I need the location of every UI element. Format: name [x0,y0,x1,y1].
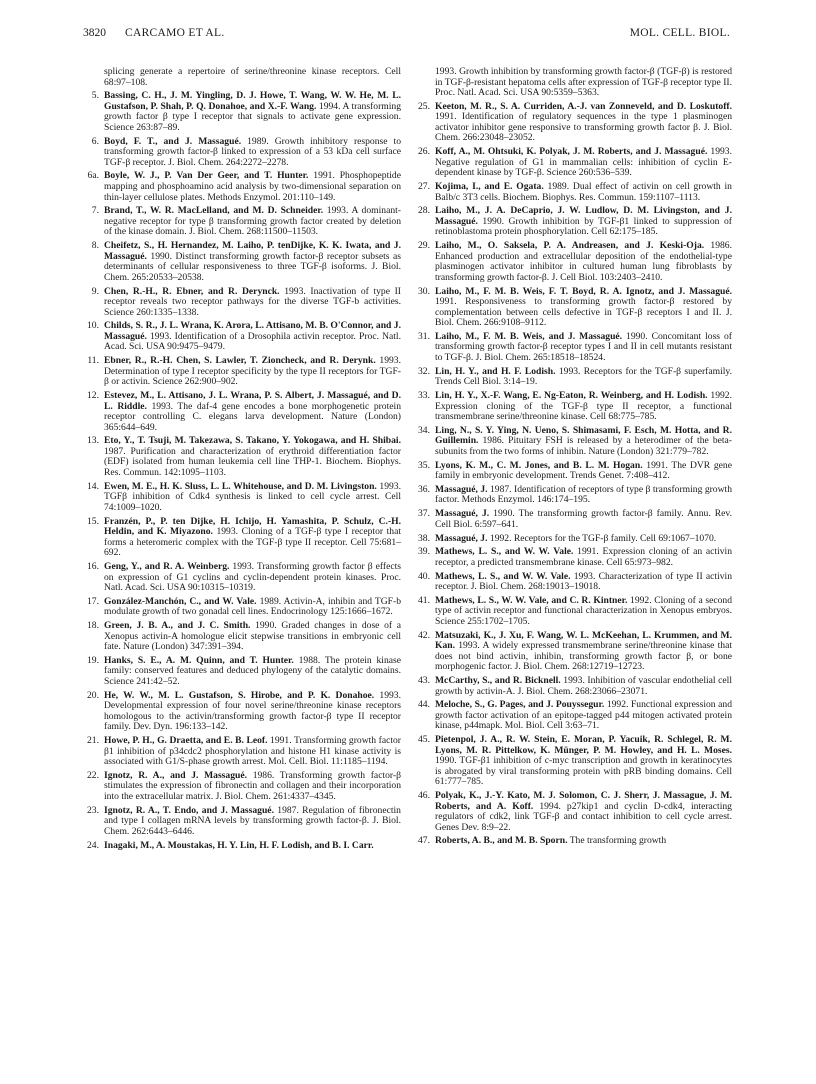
reference-text: 1991. The DVR gene family in embryonic development. Trends Genet. 7:408–412. [435,459,732,482]
reference-text: 1987. Regulation of fibronectin and type I collagen mRNA levels by transforming growth factor-β. J. Biol. Chem. 262:6443–6446. [104,804,401,837]
reference-number: 9. [91,285,99,297]
reference-number: 43. [418,675,430,686]
reference-text: 1993. Cloning of a TGF-β type I receptor that forms a heteromeric complex with the TGF-β type II receptor. Cell 75:681–692. [104,526,401,559]
reference-entry [415,147,732,179]
reference-entry [415,596,732,628]
reference-authors: Eto, Y., T. Tsuji, M. Takezawa, S. Takano, Y. Yokogawa, and H. Shibai. [104,435,401,447]
reference-entry [84,171,401,203]
reference-authors: Chen, R.-H., R. Ebner, and R. Derynck. [104,285,280,297]
reference-text: 1988. The protein kinase family: conserved features and deduced phylogeny of the catalytic domains. Science 241:42–52. [104,654,401,687]
reference-text: 1991. Identification of regulatory sequences in the type 1 plasminogen activator inhibitor gene responsive to transforming growth factor β. J. Biol. Chem. 266:23048–23052. [435,111,732,144]
running-head: CARCAMO ET AL. [125,27,225,39]
reference-text: 1989. Activin-A, inhibin and TGF-b modulate growth of two gonadal cell lines. Endocrinology 125:1666–1672. [104,595,402,618]
reference-text: 1993. TGFβ inhibition of Cdk4 synthesis is linked to cell cycle arrest. Cell 74:1009–1020. [104,480,401,513]
reference-authors: Massagué, J. [435,483,488,495]
reference-authors: Laiho, M., F. M. B. Weis, F. T. Boyd, R. A. Ignotz, and J. Massagué. [435,285,732,297]
reference-entry [84,806,401,838]
reference-text: 1990. Graded changes in dose of a Xenopus activin-A homologue elicit stepwise transitions in embryonic cell fate. Nature (London) 347:391–394. [104,620,401,653]
reference-entry [415,241,732,283]
reference-authors: Cheifetz, S., H. Hernandez, M. Laiho, P. tenDijke, K. K. Iwata, and J. Massagué. [104,240,401,262]
reference-authors: Massagué, J. [435,508,490,520]
reference-authors: Massagué, J. [435,532,488,544]
reference-text: 1991. Transforming growth factor β1 inhibition of p34cdc2 phosphorylation and histone H1 kinase activity is associated with G1/S-phase growth arrest. Mol. Cell. Biol. 11:1185–1194. [104,735,402,768]
reference-number: 8. [91,240,99,252]
reference-text: 1990. Concomitant loss of transforming growth factor-β receptor types I and II in cell mutants resistant to TGF-β. J. Biol. Chem. 265:18518–18524. [435,330,732,363]
reference-entry [84,137,401,169]
reference-entry [415,485,732,506]
reference-number: 33. [418,390,430,401]
reference-number: 16. [87,560,99,572]
reference-number: 38. [418,532,430,544]
references-left-column [84,67,401,854]
reference-number: 25. [418,100,430,112]
page-header [0,27,816,47]
reference-entry [84,841,401,852]
reference-entry [415,547,732,568]
reference-entry [84,391,401,433]
references-right-column [415,67,732,850]
reference-authors: Inagaki, M., A. Moustakas, H. Y. Lin, H. F. Lodish, and B. I. Carr. [104,839,374,851]
reference-number: 17. [87,595,99,607]
reference-entry [84,91,401,133]
reference-number: 22. [87,769,99,781]
reference-number: 30. [418,285,430,297]
reference-text: 1989. Dual effect of activin on cell growth in Balb/c 3T3 cells. Biochem. Biophys. Res. Commun. 159:1107–1113. [435,181,732,203]
reference-entry [415,332,732,364]
reference-authors: Laiho, M., J. A. DeCaprio, J. W. Ludlow, D. M. Livingston, and J. Massagué. [435,205,732,227]
reference-authors: Hanks, S. E., A. M. Quinn, and T. Hunter. [104,654,294,666]
reference-authors: Matsuzaki, K., J. Xu, F. Wang, W. L. McKeehan, L. Krummen, and M. Kan. [435,629,732,652]
reference-text: 1993. Inactivation of type II receptor reveals two receptor pathways for the diverse TGF-b activities. Science 260:1335–1338. [104,285,401,318]
reference-authors: Laiho, M., O. Saksela, P. A. Andreasen, and J. Keski-Oja. [435,240,705,252]
reference-entry [415,676,732,697]
reference-authors: McCarthy, S., and R. Bicknell. [435,675,561,686]
reference-number: 40. [418,570,430,582]
reference-authors: Keeton, M. R., S. A. Curriden, A.-J. van Zonneveld, and D. Loskutoff. [435,100,732,112]
reference-number: 47. [418,835,430,847]
reference-entry [84,321,401,353]
reference-text: 1993. Inhibition of vascular endothelial cell growth by activin-A. J. Biol. Chem. 268:23066–23071. [435,675,732,697]
reference-number: 46. [418,790,430,802]
reference-entry [84,206,401,238]
reference-entry [84,562,401,594]
reference-number: 5. [91,90,99,102]
reference-entry [415,287,732,329]
reference-authors: Lin, H. Y., X.-F. Wang, E. Ng-Eaton, R. Weinberg, and H. Lodish. [435,390,708,401]
reference-text: 1993. Negative regulation of G1 in mammalian cells: inhibition of cyclin E-dependent kinase by TGF-β. Science 260:536–539. [435,146,732,179]
reference-authors: Ling, N., S. Y. Ying, N. Ueno, S. Shimasami, F. Esch, M. Hotta, and R. Guillemin. [435,424,732,447]
reference-entry [415,735,732,788]
reference-text: 1993. A widely expressed transmembrane serine/threonine kinase that does not bind activin, inhibin, transforming growth factor β, or bone morphogenic factor. J. Biol. Chem. 268:12719–12723. [435,640,732,673]
reference-number: 15. [87,515,99,527]
reference-authors: Ignotz, R. A., T. Endo, and J. Massagué. [104,804,274,816]
reference-entry [415,426,732,458]
reference-entry [84,67,401,88]
reference-number: 6. [91,135,99,147]
reference-text: 1994. A transforming growth factor β type I receptor that signals to activate gene expression. Science 263:87–89. [104,100,401,133]
reference-number: 44. [418,699,430,711]
reference-text: 1993. Identification of a Drosophila activin receptor. Proc. Natl. Acad. Sci. USA 90:9475–9479. [104,330,401,353]
reference-authors: Lyons, K. M., C. M. Jones, and B. L. M. Hogan. [435,459,643,471]
reference-entry [84,621,401,653]
reference-entry [84,482,401,514]
reference-entry [415,367,732,388]
reference-number: 19. [87,654,99,666]
reference-text: 1990. TGF-β1 inhibition of c-myc transcription and growth in keratinocytes is abrogated by viral transforming protein with pRB binding domains. Cell 61:777–785. [435,755,732,788]
reference-text: 1993. Transforming growth factor β effects on expression of G1 cyclins and cyclin-dependent protein kinases. Proc. Natl. Acad. Sci. USA 90:10315–10319. [104,560,401,594]
reference-authors: González-Manchón, C., and W. Vale. [104,595,257,607]
reference-text: 1990. Distinct transforming growth factor-β receptor subsets as determinants of cellular responsiveness to three TGF-β isoforms. J. Biol. Chem. 265:20533–20538. [104,250,401,283]
reference-number: 45. [418,734,430,746]
reference-number: 32. [418,365,430,377]
reference-text: 1991. Phosphopeptide mapping and phosphoamino acid analysis by two-dimensional separation on thin-layer cellulose plates. Methods Enzymol. 201:110–149. [104,170,401,203]
reference-text: The transforming growth [567,835,667,847]
reference-text: 1993. The daf-4 gene encodes a bone morphogenetic protein receptor controlling C. elegans larva development. Nature (London) 365:644–649. [104,400,401,433]
reference-text: 1990. The transforming growth factor-β family. Annu. Rev. Cell Biol. 6:597–641. [435,508,732,530]
reference-text: 1994. p27kip1 and cyclin D-cdk4, interacting regulators of cdk2, link TGF-β and contact inhibition to cell cycle arrest. Genes Dev. 8:9–22. [435,800,732,833]
reference-number: 31. [418,330,430,342]
reference-text: 1993. Determination of type I receptor specificity by the type II receptors for TGF-β or activin. Science 262:900–902. [104,355,402,388]
reference-entry [415,102,732,144]
reference-number: 21. [87,735,99,747]
reference-authors: Geng, Y., and R. A. Weinberg. [104,560,230,572]
reference-entry [84,691,401,733]
reference-entry [415,836,732,847]
reference-entry [415,182,732,203]
reference-entry [415,700,732,732]
reference-number: 6a. [87,170,99,182]
reference-number: 42. [418,629,430,641]
reference-authors: Bassing, C. H., J. M. Yingling, D. J. Howe, T. Wang, W. W. He, M. L. Gustafson, P. Shah, P. Q. Donahoe, and X.-F. Wang. [104,90,401,112]
reference-number: 13. [87,435,99,447]
reference-text: 1987. Purification and characterization of erythroid differentiation factor (EDF) isolated from human leukemia cell line THP-1. Biochem. Biophys. Res. Commun. 142:1095–1103. [104,445,401,479]
reference-entry [84,517,401,559]
reference-authors: He, W. W., M. L. Gustafson, S. Hirobe, and P. K. Donahoe. [104,689,375,701]
reference-authors: Estevez, M., L. Attisano, J. L. Wrana, P. S. Albert, J. Massagué, and D. L. Riddle. [104,390,401,412]
reference-authors: Green, J. B. A., and J. C. Smith. [104,620,251,632]
journal-name: MOL. CELL. BIOL. [629,27,730,39]
reference-number: 24. [87,839,99,851]
reference-number: 14. [87,480,99,492]
reference-authors: Ewen, M. E., H. K. Sluss, L. L. Whitehouse, and D. M. Livingston. [104,480,377,492]
reference-number: 18. [87,620,99,632]
reference-authors: Mathews, L. S., W. W. Vale, and C. R. Kintner. [435,594,628,606]
reference-number: 27. [418,181,430,193]
reference-entry [84,597,401,618]
reference-authors: Laiho, M., F. M. B. Weis, and J. Massagué. [435,330,623,342]
reference-text: 1986. Transforming growth factor-β stimulates the expression of fibronectin and collagen and their incorporation into the extracellular matrix. J. Biol. Chem. 261:4337–4345. [104,769,401,803]
reference-number: 12. [87,390,99,401]
reference-authors: Brand, T., W. R. MacLelland, and M. D. Schneider. [104,205,324,217]
reference-text: 1991. Expression cloning of an activin receptor, a predicted transmembrane kinase. Cell 65:973–982. [435,546,732,568]
reference-number: 23. [87,804,99,816]
reference-text: 1987. Identification of receptors of type β transforming growth factor. Methods Enzymol. 146:174–195. [435,483,732,506]
reference-entry [415,461,732,482]
reference-authors: Franzén, P., P. ten Dijke, H. Ichijo, H. Yamashita, P. Schulz, C.-H. Heldin, and K. Miyazono. [104,515,401,538]
reference-authors: Boyd, F. T., and J. Massagué. [104,135,242,147]
reference-text: 1990. Growth inhibition by TGF-β1 linked to suppression of retinoblastoma protein phosphorylation. Cell 62:175–185. [435,215,732,238]
reference-number: 35. [418,459,430,471]
reference-number: 34. [418,424,430,436]
reference-authors: Pietenpol, J. A., R. W. Stein, E. Moran, P. Yacuik, R. Schlegel, R. M. Lyons, M. R. Pittelkow, K. Münger, P. M. Howley, and H. L. Moses. [435,734,732,756]
reference-entry [84,241,401,283]
reference-text: 1993. Characterization of type II activin receptor. J. Biol. Chem. 268:19013–19018. [435,570,733,593]
reference-entry [415,791,732,833]
reference-entry [84,736,401,768]
reference-entry [84,356,401,388]
reference-authors: Childs, S. R., J. L. Wrana, K. Arora, L. Attisano, M. B. O'Connor, and J. Massagué. [104,320,401,342]
reference-authors: Polyak, K., J.-Y. Kato, M. J. Solomon, C. J. Sherr, J. Massague, J. M. Roberts, and A. Koff. [435,790,732,812]
reference-entry [84,656,401,688]
reference-text: 1989. Growth inhibitory response to transforming growth factor-β linked to expression of a 53 kDa cell surface TGF-β receptor. J. Biol. Chem. 264:2272–2278. [104,135,401,168]
reference-authors: Koff, A., M. Ohtsuki, K. Polyak, J. M. Roberts, and J. Massagué. [435,146,708,158]
reference-text: splicing generate a repertoire of serine/threonine kinase receptors. Cell 68:97–108. [104,66,401,88]
reference-number: 10. [87,320,99,332]
reference-authors: Ignotz, R. A., and J. Massagué. [104,769,248,781]
reference-text: 1986. Enhanced production and extracellular deposition of the endothelial-type plasminogen activator inhibitor in cultured human lung fibroblasts by transforming growth factor-β. J. Cell Biol. 103:2403–2410. [435,240,732,283]
reference-text: 1986. Pituitary FSH is released by a heterodimer of the beta-subunits from the two forms of inhibin. Nature (London) 321:779–782. [435,435,732,457]
reference-text: 1992. Expression cloning of the TGF-β type II receptor, a functional transmembrane serine/threonine kinase. Cell 68:775–785. [435,390,732,423]
reference-authors: Boyle, W. J., P. Van Der Geer, and T. Hunter. [104,170,309,182]
reference-number: 26. [418,146,430,158]
reference-text: 1993. A dominant-negative receptor for type β transforming growth factor created by deletion of the kinase domain. J. Biol. Chem. 268:11500–11503. [104,205,401,238]
reference-entry [415,534,732,545]
reference-number: 37. [418,508,430,520]
reference-entry [84,287,401,319]
reference-authors: Howe, P. H., G. Draetta, and E. B. Leof. [104,735,268,747]
reference-entry [415,67,732,99]
reference-entry [415,206,732,238]
reference-authors: Ebner, R., R.-H. Chen, S. Lawler, T. Zioncheck, and R. Derynk. [104,355,376,367]
reference-text: 1992. Receptors for the TGF-β family. Cell 69:1067–1070. [487,532,717,544]
reference-entry [84,436,401,478]
reference-authors: Roberts, A. B., and M. B. Sporn. [435,835,568,847]
reference-authors: Kojima, I., and E. Ogata. [435,181,544,193]
reference-text: 1993. Receptors for the TGF-β superfamily. Trends Cell Biol. 3:14–19. [435,365,732,388]
reference-entry [415,631,732,673]
reference-number: 28. [418,205,430,217]
reference-authors: Mathews, L. S., and W. W. Vale. [435,546,574,558]
reference-number: 20. [87,689,99,701]
reference-text: 1992. Functional expression and growth factor activation of an epitope-tagged p44 mitogen activated protein kinase, p44mapk. Mol. Biol. Cell 3:63–71. [435,699,732,732]
reference-text: 1992. Cloning of a second type of activin receptor and functional characterization in Xenopus embryos. Science 255:1702–1705. [435,594,732,627]
reference-authors: Meloche, S., G. Pages, and J. Pouyssegur. [435,699,605,711]
reference-entry [415,509,732,530]
reference-number: 29. [418,240,430,252]
reference-number: 39. [418,546,430,558]
reference-text: 1993. Growth inhibition by transforming growth factor-β (TGF-β) is restored in TGF-β-resistant hepatoma cells after expression of TGF-β receptor type II. Proc. Natl. Acad. Sci. USA 90:5359–5363. [435,66,732,99]
reference-number: 41. [418,594,430,606]
reference-text: 1993. Developmental expression of four novel serine/threonine kinase receptors homologous to the activin/transforming growth factor-β type II receptor family. Dev. Dyn. 196:133–142. [104,689,401,733]
reference-entry [415,572,732,593]
reference-text: 1991. Responsiveness to transforming growth factor-β restored by complementation between cells defective in TGF-β receptors I and II. J. Biol. Chem. 266:9108–9112. [435,296,732,329]
reference-number: 36. [418,483,430,495]
reference-number: 11. [87,355,99,367]
reference-entry [415,391,732,423]
reference-number: 7. [91,205,99,217]
reference-entry [84,771,401,803]
reference-authors: Lin, H. Y., and H. F. Lodish. [435,365,556,377]
page-number: 3820 [83,27,106,39]
reference-authors: Mathews, L. S., and W. W. Vale. [435,570,571,582]
